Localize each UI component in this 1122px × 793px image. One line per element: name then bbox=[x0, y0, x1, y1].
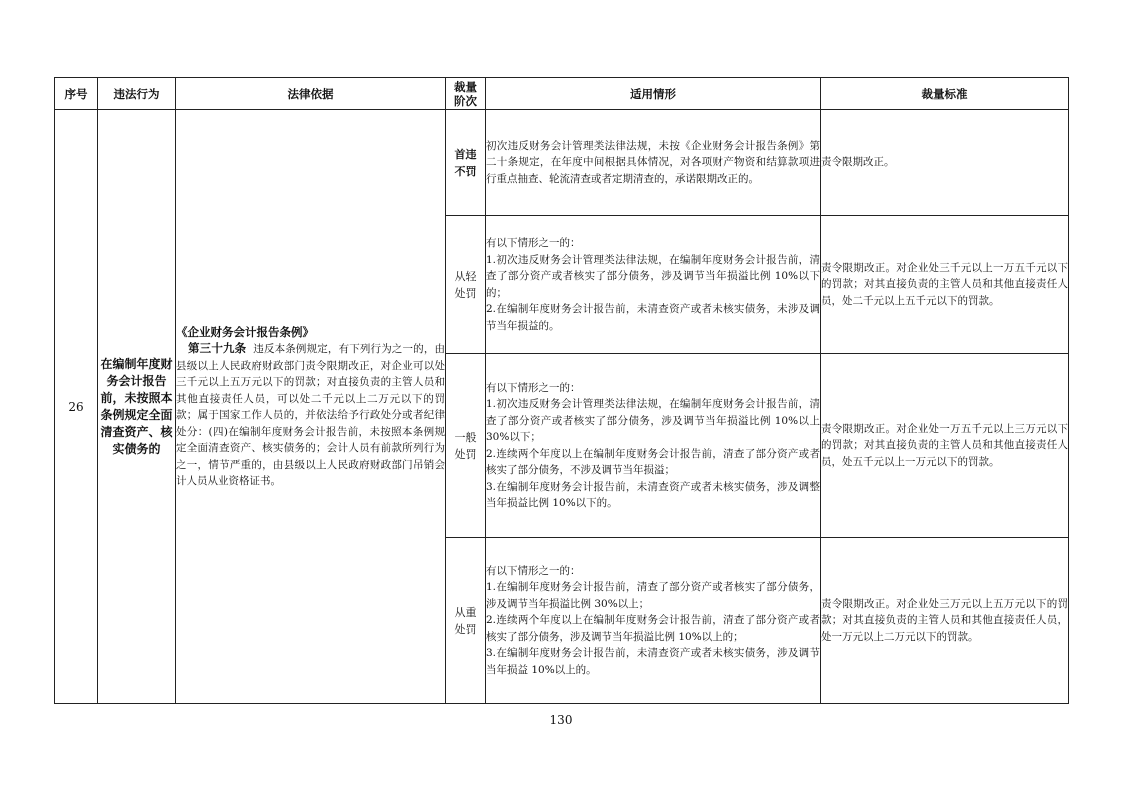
condition-line: 有以下情形之一的： bbox=[486, 381, 581, 394]
header-level-line1: 裁量 bbox=[454, 79, 477, 94]
page-number: 130 bbox=[549, 713, 573, 727]
header-violation: 违法行为 bbox=[98, 78, 176, 110]
table-row bbox=[55, 110, 1069, 216]
condition-line: 2.连续两个年度以上在编制年度财务会计报告前，清查了部分资产或者核实了部分债务，涉及调节当年损溢比例 10%以上的； bbox=[486, 614, 820, 643]
condition-lenient bbox=[486, 216, 821, 354]
level-line1: 一般 bbox=[454, 430, 477, 444]
level-general bbox=[446, 354, 486, 538]
penalty-standards-table bbox=[54, 77, 1069, 704]
law-title: 《企业财务会计报告条例》 bbox=[176, 324, 314, 339]
level-line2: 不罚 bbox=[454, 164, 477, 178]
violation-description: 在编制年度财务会计报告前，未按照本条例规定全面清查资产、核实债务的 bbox=[98, 110, 176, 704]
condition-line: 2.连续两个年度以上在编制年度财务会计报告前，清查了部分资产或者核实了部分债务，不涉及调节当年损溢； bbox=[486, 447, 820, 476]
condition-line: 1.初次违反财务会计管理类法律法规，在编制年度财务会计报告前，清查了部分资产或者核实了部分债务，涉及调节当年损溢比例 10%以上 30%以下； bbox=[486, 398, 820, 443]
condition-line: 2.在编制年度财务会计报告前，未清查资产或者未核实债务，未涉及调节当年损益的。 bbox=[486, 303, 820, 332]
condition-line: 初次违反财务会计管理类法律法规，未按《企业财务会计报告条例》第二十条规定，在年度中间根据具体情况，对各项财产物资和结算款项进行重点抽查、轮流清查或者定期清查的，承诺限期改正的。 bbox=[486, 139, 820, 185]
level-first-offense bbox=[446, 110, 486, 216]
standard-severe: 责令限期改正。对企业处三万元以上五万元以下的罚款；对其直接负责的主管人员和其他直接责任人员，处一万元以上二万元以下的罚款。 bbox=[821, 538, 1069, 704]
level-lenient bbox=[446, 216, 486, 354]
header-legal-basis: 法律依据 bbox=[176, 78, 446, 110]
condition-line: 3.在编制年度财务会计报告前，未清查资产或者未核实债务，涉及调整当年损益比例 10%以下的。 bbox=[486, 480, 820, 509]
condition-severe bbox=[486, 538, 821, 704]
level-line2: 处罚 bbox=[454, 447, 477, 461]
standard-first-offense: 责令限期改正。 bbox=[821, 110, 1069, 216]
level-line1: 从重 bbox=[454, 605, 477, 619]
legal-basis bbox=[176, 110, 446, 704]
condition-line: 有以下情形之一的： bbox=[486, 564, 581, 577]
level-line1: 首违 bbox=[454, 147, 477, 161]
level-severe bbox=[446, 538, 486, 704]
header-applicable-situation: 适用情形 bbox=[486, 78, 821, 110]
condition-general bbox=[486, 354, 821, 538]
row-number: 26 bbox=[55, 110, 98, 704]
standard-lenient: 责令限期改正。对企业处三千元以上一万五千元以下的罚款；对其直接负责的主管人员和其他直接责任人员，处二千元以上五千元以下的罚款。 bbox=[821, 216, 1069, 354]
header-num: 序号 bbox=[55, 78, 98, 110]
level-line2: 处罚 bbox=[454, 286, 477, 300]
condition-line: 有以下情形之一的： bbox=[486, 237, 581, 249]
condition-line: 1.在编制年度财务会计报告前，清查了部分资产或者核实了部分债务，涉及调节当年损溢比例 30%以上； bbox=[486, 581, 820, 610]
header-discretion-standard: 裁量标准 bbox=[821, 78, 1069, 110]
condition-line: 3.在编制年度财务会计报告前，未清查资产或者未核实债务，涉及调节当年损益 10%以上的。 bbox=[486, 647, 820, 676]
law-body bbox=[176, 340, 445, 490]
level-line2: 处罚 bbox=[454, 622, 477, 636]
level-line1: 从轻 bbox=[454, 269, 477, 283]
condition-line: 1.初次违反财务会计管理类法律法规，在编制年度财务会计报告前，清查了部分资产或者核实了部分债务，涉及调节当年损溢比例 10%以下的； bbox=[486, 253, 820, 299]
header-discretion-level bbox=[446, 78, 486, 110]
standard-general: 责令限期改正。对企业处一万五千元以上三万元以下的罚款；对其直接负责的主管人员和其他直接责任人员，处五千元以上一万元以下的罚款。 bbox=[821, 354, 1069, 538]
law-text: 违反本条例规定，有下列行为之一的，由县级以上人民政府财政部门责令限期改正，对企业可以处三千元以上五万元以下的罚款；对直接负责的主管人员和其他直接责任人员，可以处二千元以上二万元以下的罚款；属于国家工作人员的，并依法给予行政处分或者纪律处分：(四)在编制年度财务会计报告前，未按照本条例规定全面清查资产、核实债务的；会计人员有前款所列行为之一，情节严重的，由县级以上人民政府财政部门吊销会计人员从业资格证书。 bbox=[176, 343, 445, 487]
condition-first-offense bbox=[486, 110, 821, 216]
table-header-row bbox=[55, 78, 1069, 110]
header-level-line2: 阶次 bbox=[454, 93, 477, 108]
law-article: 第三十九条 bbox=[188, 341, 247, 355]
